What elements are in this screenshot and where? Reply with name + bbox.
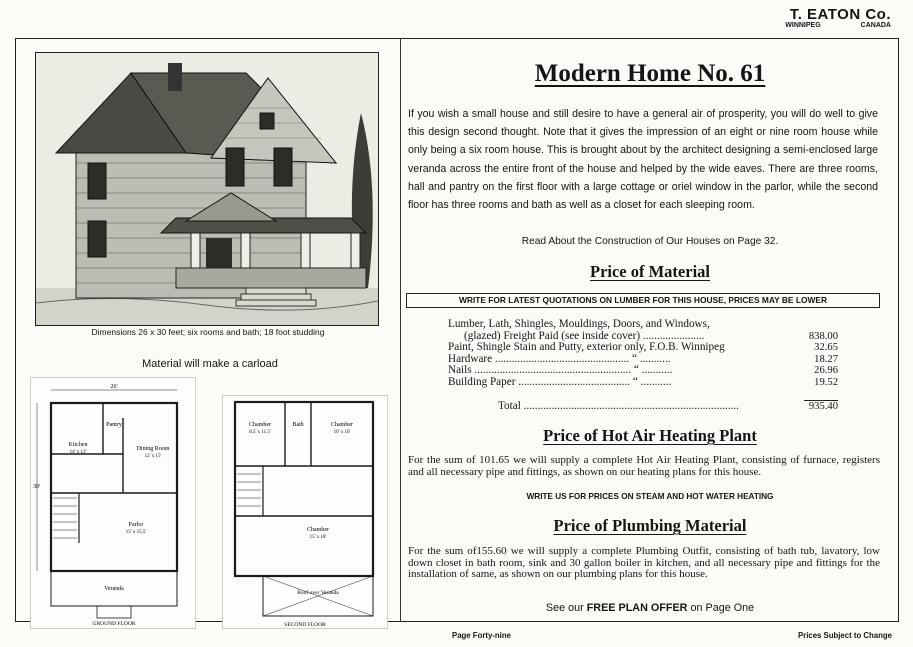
roof-over-veranda: Roof over Veranda [297, 590, 339, 596]
free-plan-bold: FREE PLAN OFFER [586, 602, 688, 614]
ground-width-label: 26' [110, 384, 118, 390]
room-kitchen: Kitchen [68, 442, 88, 448]
room-chamber-large: Chamber [307, 527, 329, 533]
price-row-label: Paint, Shingle Stain and Putty, exterior only, F.O.B. Winnipeg [448, 342, 725, 354]
brand-city: WINNIPEG [785, 22, 821, 29]
price-row-label: Hardware ................................................ “ ........... [448, 353, 671, 365]
price-row-label: Lumber, Lath, Shingles, Mouldings, Doors, and Windows, [448, 319, 710, 330]
price-row [448, 377, 838, 389]
ground-floor-plan [30, 377, 196, 629]
price-material-heading-text: Price of Material [589, 262, 710, 281]
room-chamber-large-dims: 15' x 18' [309, 535, 327, 540]
price-row-label: Building Paper ........................................ “ ........... [448, 376, 672, 388]
plumbing-heading [402, 516, 898, 536]
price-total-amount: 935.40 [804, 400, 838, 412]
prices-note: Prices Subject to Change [797, 631, 892, 640]
carload-note: Material will make a carload [142, 358, 278, 370]
price-row [448, 342, 838, 354]
price-row [448, 354, 838, 366]
free-plan-offer [402, 602, 898, 614]
price-row [448, 319, 838, 331]
price-row-amount: 26.96 [814, 365, 838, 377]
room-parlor: Parlor [128, 522, 144, 528]
price-row-amount: 32.65 [814, 342, 838, 354]
lumber-notice: WRITE FOR LATEST QUOTATIONS ON LUMBER FOR THIS HOUSE, PRICES MAY BE LOWER [406, 293, 880, 308]
room-chamber-small: Chamber [249, 422, 271, 428]
price-row [448, 331, 838, 343]
material-price-list [448, 319, 838, 389]
price-total-label: Total ............................................................................. [498, 400, 739, 412]
price-total-row [498, 400, 838, 412]
second-floor-plan [222, 395, 388, 629]
ground-depth-label: 30' [33, 484, 41, 490]
second-floor-label: SECOND FLOOR [284, 622, 326, 628]
construction-reference: Read About the Construction of Our Houses on Page 32. [521, 236, 779, 247]
page-title [402, 60, 898, 88]
room-kitchen-dims: 14' x 13' [69, 450, 87, 455]
price-row-amount: 18.27 [814, 353, 838, 365]
price-row-amount: 19.52 [814, 376, 838, 388]
brand-country: CANADA [860, 22, 891, 29]
ground-floor-label: GROUND FLOOR [92, 621, 136, 627]
room-veranda: Veranda [104, 586, 124, 592]
free-plan-post: on Page One [690, 602, 755, 614]
price-row [448, 365, 838, 377]
column-divider [400, 38, 401, 622]
room-chamber-medium: Chamber [331, 422, 353, 428]
room-pantry: Pantry [106, 422, 122, 428]
heating-heading-text: Price of Hot Air Heating Plant [543, 426, 757, 445]
page-number: Page Forty-nine [452, 631, 511, 640]
brand-location [785, 22, 891, 29]
brand-name: T. EATON Co. [789, 6, 891, 23]
price-material-heading [402, 262, 898, 282]
room-bath: Bath [292, 422, 304, 428]
room-parlor-dims: 15' x 15.5' [125, 530, 147, 535]
second-floor-drawing [223, 396, 387, 628]
heating-heading [402, 426, 898, 446]
price-row-label: (glazed) Freight Paid (see inside cover) ...................... [464, 330, 705, 342]
ground-floor-drawing [31, 378, 195, 628]
room-chamber-small-dims: 8.5' x 11.5' [249, 430, 271, 435]
price-row-amount: 838.00 [808, 330, 838, 342]
price-row-label: Nails ........................................................ “ ........... [448, 365, 673, 377]
intro-paragraph: If you wish a small house and still desire to have a general air of prosperity, you will do well to give this design second thought. Note that it gives the impression of an eight or nine room house while only being a six room house. This is brought about by the architect designing a semi-enclosed large veranda across the entire front of the house and helped by the wide eaves. There are three rooms, hall and pantry on the first floor with a large cottage or oriel window in the parlor, while the second floor has three rooms and bath as well as a closet for each sleeping room. [408, 108, 878, 212]
heating-paragraph: For the sum of 101.65 we will supply a complete Hot Air Heating Plant, consisting of furnace, registers and all necessary pipe and fittings, as shown on our heating plans for this house. [408, 454, 880, 478]
eaton-brand [785, 6, 891, 29]
plumbing-paragraph: For the sum of155.60 we will supply a complete Plumbing Outfit, consisting of bath tub, lavatory, low down closet in bath room, sink and 30 gallon boiler in kitchen, and all necessary pipe and fittings for the installation of same, as shown on our plumbing plans for this house. [408, 545, 880, 580]
house-illustration [35, 52, 379, 326]
house-dimensions-caption: Dimensions 26 x 30 feet; six rooms and bath; 18 foot studding [91, 327, 325, 337]
free-plan-pre: See our [545, 602, 584, 614]
house-drawing [36, 53, 378, 325]
room-chamber-medium-dims: 10' x 10' [333, 430, 351, 435]
page-title-text: Modern Home No. 61 [534, 60, 766, 87]
steam-heating-note: WRITE US FOR PRICES ON STEAM AND HOT WATER HEATING [526, 492, 774, 501]
plumbing-heading-text: Price of Plumbing Material [553, 516, 747, 535]
room-dining-dims: 12' x 15' [144, 454, 162, 459]
room-dining: Dining Room [136, 446, 170, 452]
